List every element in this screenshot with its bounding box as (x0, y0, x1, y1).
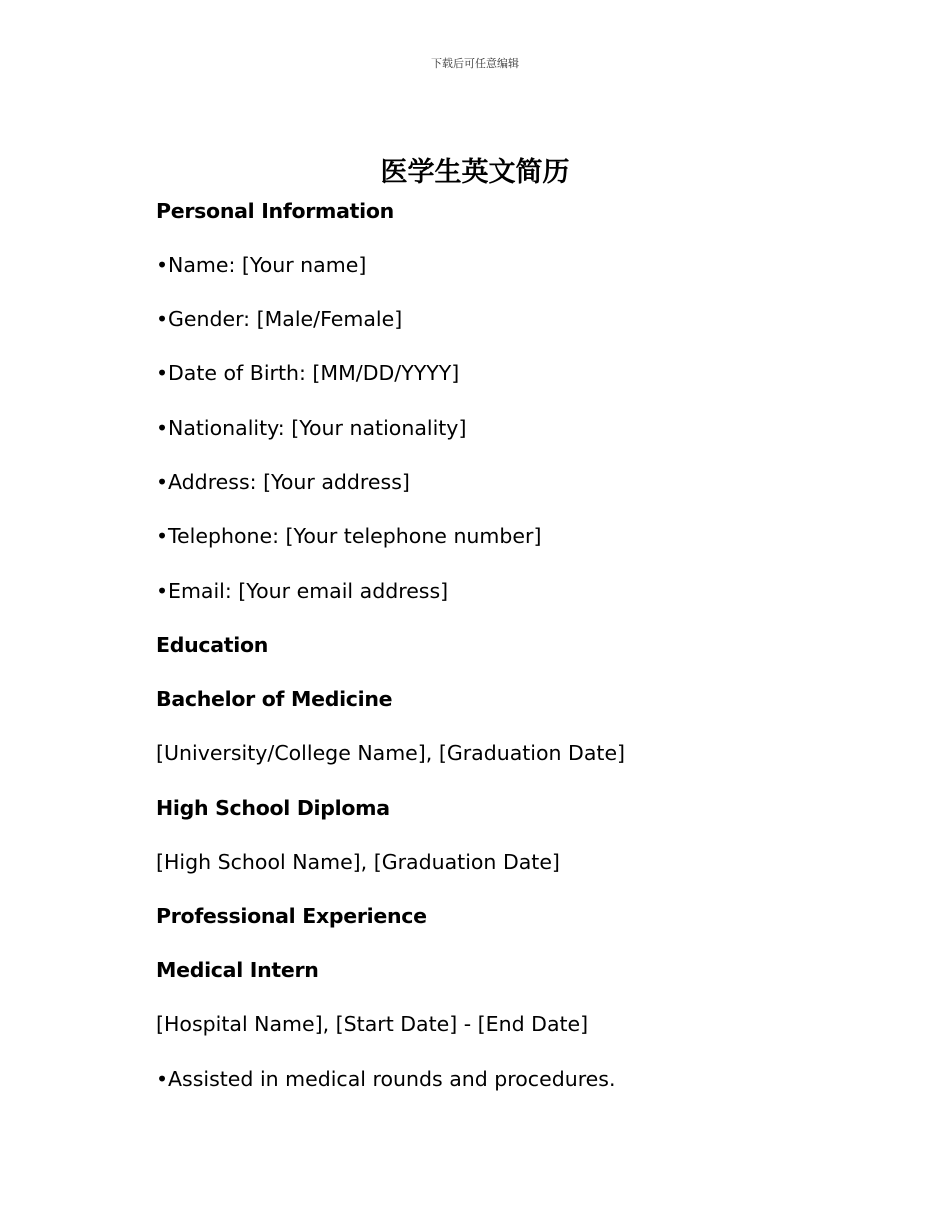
duty-item-text: Assisted in medical rounds and procedures. (168, 1067, 616, 1091)
header-note: 下载后可任意编辑 (431, 57, 519, 70)
role-title-intern: Medical Intern (156, 958, 319, 982)
section-heading-personal: Personal Information (156, 199, 394, 223)
bullet-glyph: • (156, 361, 169, 385)
bullet-glyph: • (156, 253, 169, 277)
section-heading-experience: Professional Experience (156, 904, 427, 928)
personal-item-dob (156, 360, 459, 386)
personal-item-telephone (156, 523, 541, 549)
bullet-glyph: • (156, 416, 169, 440)
section-heading-education: Education (156, 633, 269, 657)
personal-item-name (156, 252, 366, 278)
degree-detail-highschool: [High School Name], [Graduation Date] (156, 850, 560, 874)
bullet-glyph: • (156, 1067, 169, 1091)
personal-item-text: Date of Birth: [MM/DD/YYYY] (168, 361, 460, 385)
personal-item-text: Telephone: [Your telephone number] (168, 524, 542, 548)
personal-item-text: Email: [Your email address] (168, 579, 449, 603)
role-detail-intern: [Hospital Name], [Start Date] - [End Date] (156, 1012, 589, 1036)
bullet-glyph: • (156, 470, 169, 494)
personal-item-address (156, 469, 410, 495)
personal-item-text: Gender: [Male/Female] (168, 307, 403, 331)
bullet-glyph: • (156, 307, 169, 331)
personal-item-email (156, 578, 448, 604)
personal-item-text: Nationality: [Your nationality] (168, 416, 467, 440)
degree-title-highschool: High School Diploma (156, 796, 390, 820)
bullet-glyph: • (156, 524, 169, 548)
document-title: 医学生英文简历 (380, 157, 570, 188)
personal-item-text: Name: [Your name] (168, 253, 367, 277)
duty-item (156, 1066, 616, 1092)
degree-detail-bachelor: [University/College Name], [Graduation Date] (156, 741, 626, 765)
bullet-glyph: • (156, 579, 169, 603)
personal-item-gender (156, 306, 402, 332)
personal-item-nationality (156, 415, 466, 441)
degree-title-bachelor: Bachelor of Medicine (156, 687, 393, 711)
personal-item-text: Address: [Your address] (168, 470, 410, 494)
